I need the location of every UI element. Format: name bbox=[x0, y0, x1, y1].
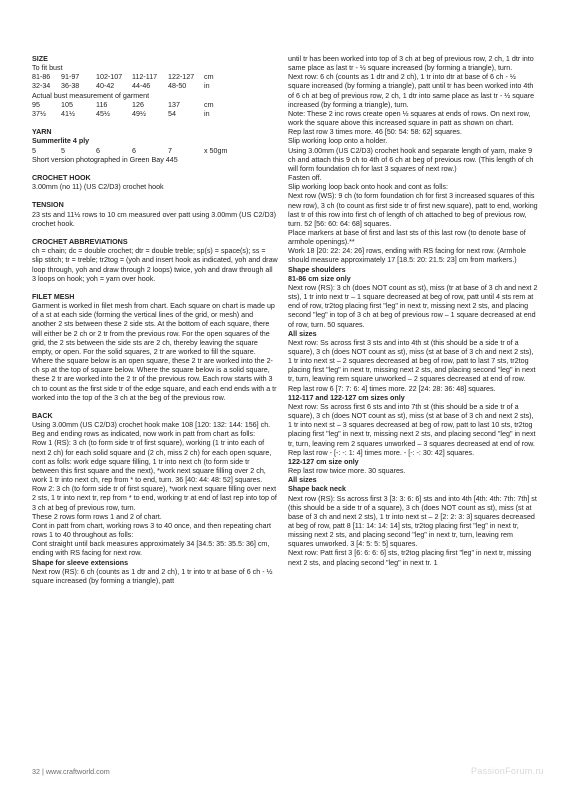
size-cell: 48-50 bbox=[168, 82, 187, 91]
left-column bbox=[32, 55, 278, 586]
hook-text: 3.00mm (no 11) (US C2/D3) crochet hook bbox=[32, 183, 164, 192]
instruction-paragraph: Rep last row twice more. 30 squares. bbox=[288, 467, 406, 476]
measurement-cell: 45½ bbox=[96, 109, 110, 118]
back-paragraph: Cont straight until back measures approximately 34 [34.5: 35: 35.5: 36] cm, ending with RS facing for next row. bbox=[32, 540, 270, 558]
shape-back-neck-heading: Shape back neck bbox=[288, 485, 346, 494]
measurement-cell: 54 bbox=[168, 109, 176, 118]
back-paragraph: Cont in patt from chart, working rows 3 to 40 once, and then repeating chart rows 1 to 40 throughout as folls: bbox=[32, 521, 271, 540]
instruction-paragraph: Place markers at base of first and last sts of this last row (to denote base of armhole openings).** bbox=[288, 228, 526, 247]
instruction-paragraph: Slip working loop back onto hook and cont as folls: bbox=[288, 183, 448, 192]
abbreviations-section bbox=[32, 238, 278, 284]
back-paragraph: Beg and ending rows as indicated, now work in patt from chart as folls: bbox=[32, 430, 256, 439]
measurement-cell: 41½ bbox=[61, 109, 75, 118]
size-cell: 81-86 bbox=[32, 73, 51, 82]
actual-measurement-table bbox=[32, 101, 234, 119]
measurement-row bbox=[32, 101, 234, 110]
size-only-heading: 112-117 and 122-127 cm sizes only bbox=[288, 393, 405, 402]
instruction-note: Note: These 2 inc rows create open ½ squares at ends of rows. On next row, work the square above this increased square in patt as shown on chart. bbox=[288, 109, 531, 128]
hook-section bbox=[32, 174, 278, 192]
instruction-paragraph: until tr has been worked into top of 3 ch at beg of previous row, 2 ch, 1 dtr into same place as last tr - ½ square increased (by forming a triangle), turn. bbox=[288, 55, 534, 73]
instruction-paragraph: Slip working loop onto a holder. bbox=[288, 137, 388, 146]
back-paragraph: Row 1 (RS): 3 ch (to form side tr of first square), working (1 tr into each of next 2 ch) for each solid square and (2 ch, miss 2 ch) for each open square, cont as folls: work edge square filling, 1 tr into next ch (to form side tr between this first square and the next), *work next square filling over 2 ch, work 1 tr into next ch, rep from * to end, turn. 36 [40: 44: 48: 52] squares. bbox=[32, 439, 272, 485]
instruction-paragraph: Next row (WS): 9 ch (to form foundation ch for first 3 increased squares of this new row), 3 ch (to count as first side tr of first new square), patt to end, working last tr of this row into first ch of length of ch attached to beg of previous row, turn. 52 [56: 60: 64: 68] squares. bbox=[288, 192, 538, 228]
yarn-cell: 7 bbox=[168, 146, 172, 155]
all-sizes-heading: All sizes bbox=[288, 476, 317, 485]
tension-text: 23 sts and 11½ rows to 10 cm measured over patt using 3.00mm (US C2/D3) crochet hook. bbox=[32, 210, 276, 228]
instruction-paragraph: Work 18 [20: 22: 24: 26] rows, ending with RS facing for next row. (Armhole should measure approximately 17 [18.5: 20: 21.5: 23] cm from markers.) bbox=[288, 247, 527, 265]
size-table bbox=[32, 73, 234, 91]
yarn-row bbox=[32, 147, 234, 156]
measurement-cell: 95 bbox=[32, 100, 40, 109]
size-cell: 44-46 bbox=[132, 82, 151, 91]
size-row bbox=[32, 82, 234, 91]
size-cell: 122-127 bbox=[168, 73, 195, 82]
instruction-paragraph: Rep last row 6 [7: 7: 6: 4] times more. 22 [24: 28: 36: 48] squares. bbox=[288, 384, 496, 393]
yarn-note: Short version photographed in Green Bay 445 bbox=[32, 155, 178, 164]
yarn-heading: YARN bbox=[32, 128, 52, 137]
size-cell: 32-34 bbox=[32, 82, 51, 91]
yarn-section bbox=[32, 128, 278, 165]
right-column bbox=[288, 55, 538, 568]
yarn-name: Summerlite 4 ply bbox=[32, 137, 90, 146]
back-heading: BACK bbox=[32, 412, 53, 420]
all-sizes-heading: All sizes bbox=[288, 329, 317, 338]
yarn-cell: 5 bbox=[61, 146, 65, 155]
tension-heading: TENSION bbox=[32, 201, 64, 210]
instruction-paragraph: Rep last row - [-: -: 1: 4] times more. - [-: -: 30: 42] squares. bbox=[288, 448, 475, 457]
abbreviations-text: ch = chain; dc = double crochet; dtr = double treble; sp(s) = space(s); ss = slip stitch; tr = treble; tr2tog = (yoh and insert hook as indicated, yoh and draw loop through, yoh and draw through 2 loops) twice, yoh and draw through all 3 loops on hook; yoh = yarn over hook. bbox=[32, 247, 278, 283]
back-paragraph: Row 2: 3 ch (to form side tr of first square), *work next square filling over next 2 sts, 1 tr into next tr, rep from * to end, working tr at end of last rep into top of 3 ch at beg of previous row, turn. bbox=[32, 485, 277, 512]
size-heading: SIZE bbox=[32, 55, 48, 63]
page-folio: 32 | www.craftworld.com bbox=[32, 767, 110, 776]
size-row bbox=[32, 73, 234, 82]
back-paragraph: These 2 rows form rows 1 and 2 of chart. bbox=[32, 512, 162, 521]
size-cell: 40-42 bbox=[96, 82, 115, 91]
actual-measurement-label: Actual bust measurement of garment bbox=[32, 91, 150, 100]
size-to-fit: To fit bust bbox=[32, 64, 63, 73]
size-section bbox=[32, 55, 278, 119]
measurement-cell: 116 bbox=[96, 100, 108, 109]
filet-mesh-section bbox=[32, 293, 278, 403]
back-section bbox=[32, 412, 278, 586]
instruction-paragraph: Next row (RS): Ss across first 3 [3: 3: 6: 6] sts and into 4th [4th: 4th: 7th: 7th] st (this should be a side tr of a square), 3 ch (does NOT count as st), miss (st at base of 3 ch and next 2 sts), 1 tr into next st – 2 [2: 2: 3: 3] squares decreased at beg of row, patt 8 [11: 14: 14: 14] sts, tr2tog placing first "leg" in next tr, missing next 2 sts, and placing second "leg" in next tr, turn, leaving rem squares unworked. 3 [4: 5: 5: 5] squares. bbox=[288, 494, 537, 549]
instruction-paragraph: Next row: Ss across first 3 sts and into 4th st (this should be a side tr of a square), 3 ch (does NOT count as st), miss (st at base of 3 ch and next 2 sts), 1 tr into next st – 2 squares decreased at beg of row, patt to last 7 sts, tr2tog placing first "leg" in next tr, missing next 2 sts, and placing second "leg" in next tr, turn, leaving rem square unworked – 2 squares decreased at end of row. bbox=[288, 338, 536, 384]
measurement-row bbox=[32, 110, 234, 119]
filet-mesh-heading: FILET MESH bbox=[32, 292, 75, 301]
yarn-cell: 6 bbox=[96, 146, 100, 155]
hook-heading: CROCHET HOOK bbox=[32, 174, 91, 182]
abbreviations-heading: CROCHET ABBREVIATIONS bbox=[32, 238, 128, 247]
size-cell: 91-97 bbox=[61, 73, 80, 82]
instruction-paragraph: Using 3.00mm (US C2/D3) crochet hook and separate length of yarn, make 9 ch and attach this 9 ch to 4th of 6 ch at beg of previous row. (This length of ch will form foundation ch for last 3 squares of next row.) bbox=[288, 146, 534, 173]
yarn-cell: 5 bbox=[32, 146, 36, 155]
instruction-paragraph: Next row (RS): 3 ch (does NOT count as st), miss (tr at base of 3 ch and next 2 sts), 1 tr into next tr – 1 square decreased at beg of row, patt until 4 sts rem at end of row, tr2tog placing first "leg" in next tr, missing next 2 sts, and placing second "leg" in top of 3 ch at beg of previous row – 1 square decreased at end of row, turn. 50 squares. bbox=[288, 283, 538, 329]
measurement-cell: 126 bbox=[132, 100, 144, 109]
instruction-paragraph: Fasten off. bbox=[288, 174, 322, 183]
sleeve-extension-heading: Shape for sleeve extensions bbox=[32, 558, 129, 567]
size-only-heading: 81-86 cm size only bbox=[288, 274, 351, 283]
size-unit: cm bbox=[204, 73, 214, 82]
size-cell: 36-38 bbox=[61, 82, 80, 91]
measurement-cell: 37½ bbox=[32, 109, 46, 118]
tension-section bbox=[32, 201, 278, 228]
instruction-paragraph: Next row: 6 ch (counts as 1 dtr and 2 ch), 1 tr into dtr at base of 6 ch - ½ square increased (by forming a triangle), patt until tr has been worked into 4th of 6 ch at beg of previous row, 2 ch, 1 dtr into same place as last tr - ½ square increased (by forming a triangle), turn. bbox=[288, 73, 535, 109]
yarn-unit: x 50gm bbox=[204, 146, 228, 155]
back-paragraph: Next row (RS): 6 ch (counts as 1 dtr and 2 ch), 1 tr into tr at base of 6 ch - ½ square increased (by forming a triangle), patt bbox=[32, 567, 273, 585]
size-only-heading: 122-127 cm size only bbox=[288, 457, 359, 466]
yarn-cell: 6 bbox=[132, 146, 136, 155]
size-unit: in bbox=[204, 82, 210, 91]
size-cell: 112-117 bbox=[132, 73, 158, 82]
measurement-unit: in bbox=[204, 109, 210, 118]
measurement-cell: 105 bbox=[61, 100, 73, 109]
back-paragraph: Using 3.00mm (US C2/D3) crochet hook make 108 [120: 132: 144: 156] ch. bbox=[32, 421, 271, 430]
measurement-cell: 49½ bbox=[132, 109, 146, 118]
watermark: PassionForum.ru bbox=[470, 766, 544, 776]
instruction-paragraph: Next row: Ss across first 6 sts and into 7th st (this should be a side tr of a square), 3 ch (does NOT count as st), miss (st at base of 3 ch and next 2 sts), 1 tr into next st – 3 squares decreased at beg of row, patt to last 10 sts, tr2tog placing first "leg" in next tr, missing next 2 sts, and placing second "leg" in next tr, turn, leaving rem 2 squares unworked – 3 squares decreased at end of row. bbox=[288, 402, 536, 448]
measurement-unit: cm bbox=[204, 100, 214, 109]
shape-shoulders-heading: Shape shoulders bbox=[288, 265, 346, 274]
filet-mesh-text: Garment is worked in filet mesh from chart. Each square on chart is made up of a st at each side (forming the vertical lines of the grid, or mesh) and another 2 sts between these 2 side sts. At the bottom of each square, there will either be 2 ch or 2 tr from the previous row. For the open squares of the grid, the 2 sts between the side sts are 2 ch, thereby leaving the square empty, or open. For the solid squares, 2 tr are worked to fill the square. Where the square below is an open square, these 2 tr are worked into the 2-ch sp at the top of square below. Where the square below is a solid square, these 2 tr are worked into the 2 tr of the previous row. Each row starts with 3 ch to count as the first side tr of the edge square, and each end ends with a tr worked into the top of the 3 ch at the beg of the previous row. bbox=[32, 302, 277, 402]
measurement-cell: 137 bbox=[168, 100, 180, 109]
instruction-paragraph: Next row: Patt first 3 [6: 6: 6: 6] sts, tr2tog placing first "leg" in next tr, missing next 2 sts, and placing second "leg" in next tr. 1 bbox=[288, 549, 532, 567]
instruction-paragraph: Rep last row 3 times more. 46 [50: 54: 58: 62] squares. bbox=[288, 128, 462, 137]
yarn-table bbox=[32, 147, 234, 156]
size-cell: 102-107 bbox=[96, 73, 123, 82]
